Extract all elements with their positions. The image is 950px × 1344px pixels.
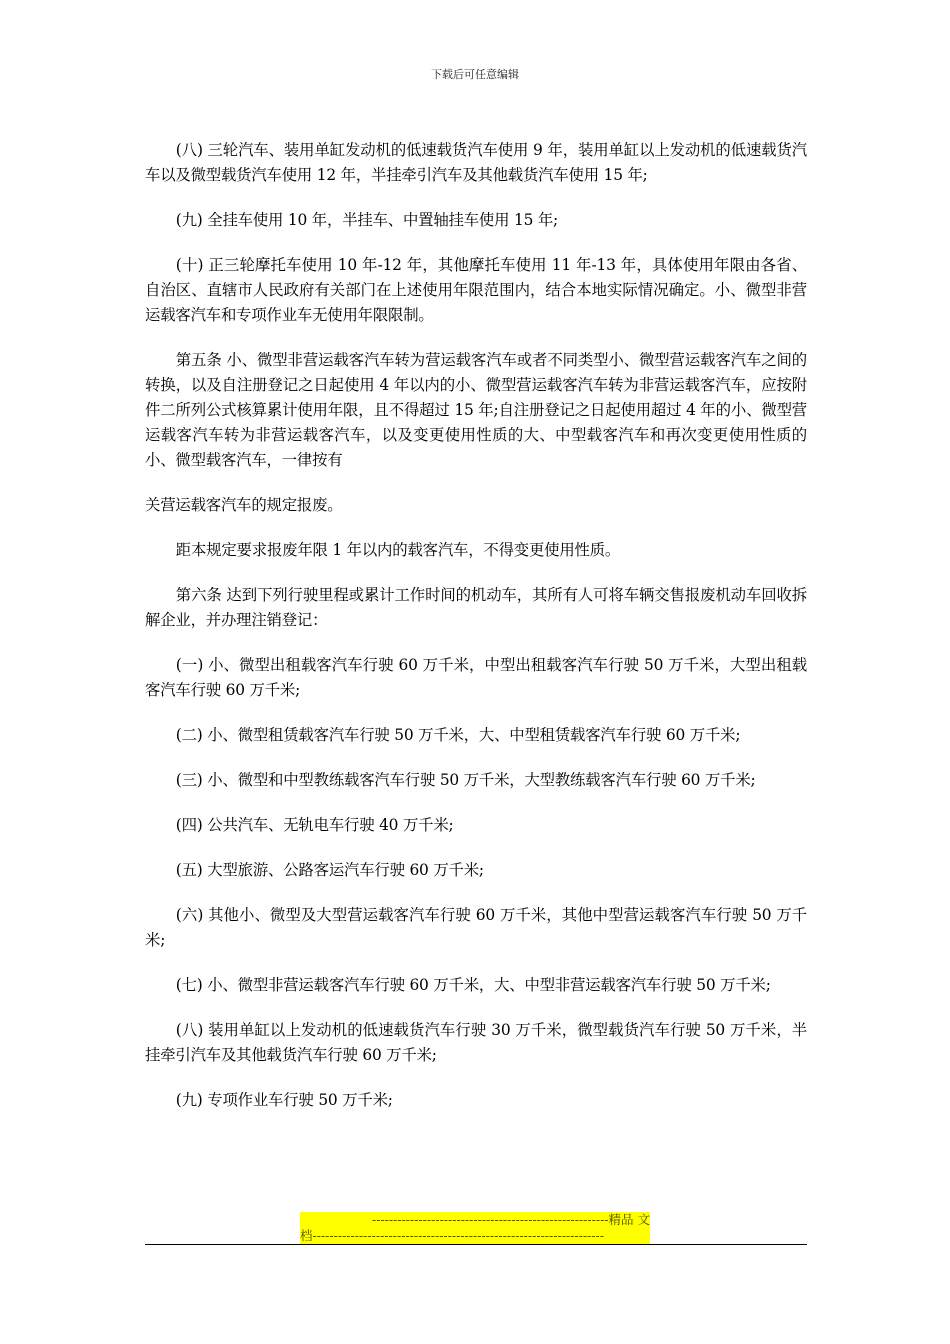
paragraph: (二) 小、微型租赁载客汽车行驶 50 万千米，大、中型租赁载客汽车行驶 60 万千米; [175,726,741,744]
paragraph: 第六条 达到下列行驶里程或累计工作时间的机动车，其所有人可将车辆交售报废机动车回收拆解企业，并办理注销登记： [145,586,807,629]
paragraph: (三) 小、微型和中型教练载客汽车行驶 50 万千米，大型教练载客汽车行驶 60 万千米; [175,771,756,789]
paragraph: (五) 大型旅游、公路客运汽车行驶 60 万千米; [175,861,484,879]
paragraph: (七) 小、微型非营运载客汽车行驶 60 万千米，大、中型非营运载客汽车行驶 50 万千米; [175,976,771,994]
page-header: 下载后可任意编辑 [431,68,519,81]
footer-divider [145,1244,807,1245]
paragraph: 第五条 小、微型非营运载客汽车转为营运载客汽车或者不同类型小、微型营运载客汽车之间的转换，以及自注册登记之日起使用 4 年以内的小、微型营运载客汽车转为非营运载客汽车，应按附件二所列公式核算累计使用年限，且不得超过 15 年;自注册登记之日起使用超过 4 年的小、微型营运载客汽车转为非营运载客汽车，以及变更使用性质的大、中型载客汽车和再次变更使用性质的小、微型载客汽车，一律按有 [145,351,807,469]
paragraph: (八) 装用单缸以上发动机的低速载货汽车行驶 30 万千米，微型载货汽车行驶 50 万千米，半挂牵引汽车及其他载货汽车行驶 60 万千米; [145,1021,807,1064]
document-body [145,138,807,1133]
paragraph: (九) 专项作业车行驶 50 万千米; [175,1091,393,1109]
paragraph: (四) 公共汽车、无轨电车行驶 40 万千米; [175,816,454,834]
footer-line-2: 档--------------------------------------------------------------------- [300,1228,650,1244]
paragraph: (八) 三轮汽车、装用单缸发动机的低速载货汽车使用 9 年，装用单缸以上发动机的低速载货汽车以及微型载货汽车使用 12 年，半挂牵引汽车及其他载货汽车使用 15 年; [145,141,807,184]
paragraph: (十) 正三轮摩托车使用 10 年-12 年，其他摩托车使用 11 年-13 年，具体使用年限由各省、自治区、直辖市人民政府有关部门在上述使用年限范围内，结合本地实际情况确定。小、微型非营运载客汽车和专项作业车无使用年限限制。 [145,256,807,324]
paragraph: (一) 小、微型出租载客汽车行驶 60 万千米，中型出租载客汽车行驶 50 万千米，大型出租载客汽车行驶 60 万千米; [145,656,807,699]
paragraph: 关营运载客汽车的规定报废。 [145,496,343,514]
paragraph: (九) 全挂车使用 10 年，半挂车、中置轴挂车使用 15 年; [175,211,559,229]
paragraph: (六) 其他小、微型及大型营运载客汽车行驶 60 万千米，其他中型营运载客汽车行驶 50 万千米; [145,906,807,949]
paragraph: 距本规定要求报废年限 1 年以内的载客汽车，不得变更使用性质。 [175,541,621,559]
footer-line-1: --------------------------------------------------------精品 文 [300,1212,650,1228]
footer-watermark [300,1212,650,1244]
